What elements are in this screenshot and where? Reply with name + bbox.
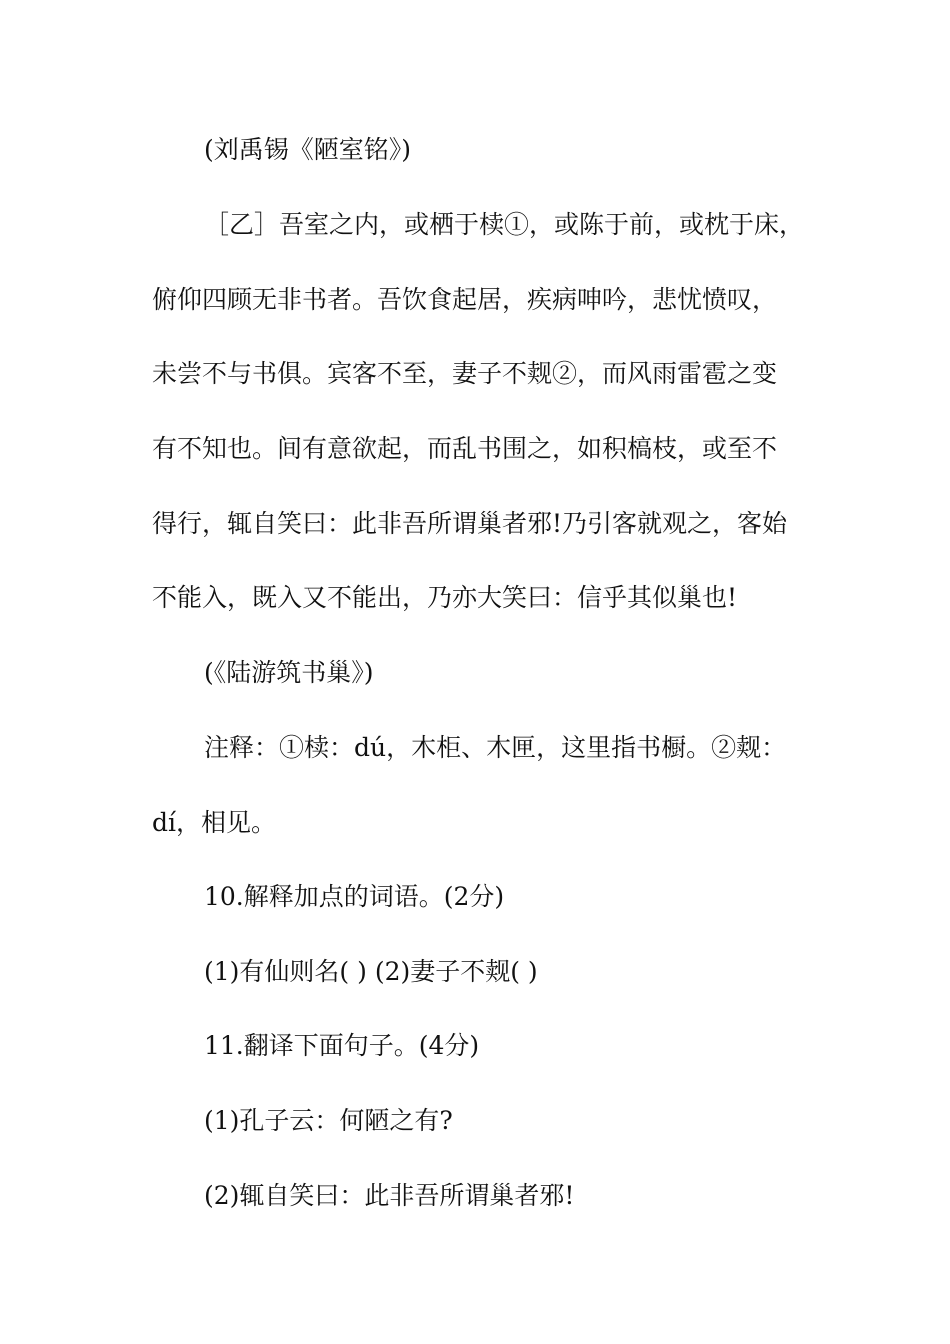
passage-yi-line-2: 俯仰四顾无非书者。吾饮食起居，疾病呻吟，悲忧愤叹， <box>152 285 778 314</box>
passage-yi-line-4: 有不知也。间有意欲起，而乱书围之，如积槁枝，或至不 <box>152 434 778 463</box>
source-citation-liuyuxi: (刘禹锡《陋室铭》) <box>204 135 412 164</box>
passage-yi-line-1: ［乙］吾室之内，或栖于椟①，或陈于前，或枕于床， <box>204 210 805 239</box>
question-11-item-2: (2)辄自笑曰：此非吾所谓巢者邪! <box>204 1181 575 1210</box>
question-10: 10.解释加点的词语。(2分) <box>204 882 505 911</box>
question-11: 11.翻译下面句子。(4分) <box>204 1031 480 1060</box>
source-citation-luyou: (《陆游筑书巢》) <box>204 658 374 687</box>
passage-yi-line-5: 得行，辄自笑曰：此非吾所谓巢者邪!乃引客就观之，客始 <box>152 509 788 538</box>
question-11-item-1: (1)孔子云：何陋之有? <box>204 1106 453 1135</box>
passage-yi-line-6: 不能入，既入又不能出，乃亦大笑曰：信乎其似巢也! <box>152 583 738 612</box>
annotation-line-2: dí，相见。 <box>152 808 276 837</box>
annotation-line-1: 注释：①椟：dú，木柜、木匣，这里指书橱。②觌： <box>204 733 787 762</box>
question-10-items: (1)有仙则名( ) (2)妻子不觌( ) <box>204 957 538 986</box>
passage-yi-line-3: 未尝不与书俱。宾客不至，妻子不觌②，而风雨雷雹之变 <box>152 359 778 388</box>
